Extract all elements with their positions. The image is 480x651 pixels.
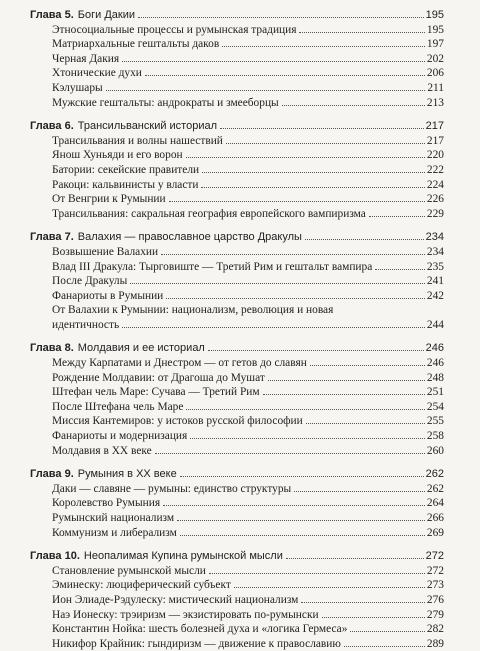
chapter-title: Трансильванский историал [77, 120, 218, 133]
toc-entry[interactable] [30, 192, 444, 207]
toc-entry[interactable] [30, 608, 444, 623]
entry-page-number: 269 [426, 526, 444, 539]
entry-page-number: 224 [426, 178, 444, 191]
dot-leader [145, 75, 425, 76]
chapter-label: Глава 6. [30, 120, 74, 133]
entry-page-number: 211 [427, 81, 444, 94]
entry-page-number: 235 [426, 260, 444, 273]
toc-entry[interactable] [30, 37, 444, 52]
entry-page-number: 197 [426, 38, 444, 51]
entry-title: Черная Дакия [52, 52, 120, 65]
chapter-section [30, 230, 444, 332]
entry-page-number: 217 [426, 134, 444, 147]
toc-entry[interactable] [30, 482, 444, 497]
chapter-title: Валахия — православное царство Дракулы [77, 231, 302, 244]
entry-title: Кэлушары [52, 81, 103, 94]
dot-leader [209, 573, 425, 574]
entry-title: Ион Элиаде-Рэдулеску: мистический национализм [52, 593, 299, 606]
toc-entry[interactable] [30, 245, 444, 260]
toc-entry[interactable] [30, 96, 444, 111]
dot-leader [350, 631, 425, 632]
entry-page-number: 242 [426, 289, 444, 302]
toc-entry[interactable] [30, 163, 444, 178]
entry-title: Матриархальные гештальты даков [52, 38, 220, 51]
dot-leader [166, 298, 425, 299]
entry-title: Миссия Кантемиров: у истоков русской философии [52, 415, 303, 428]
dot-leader [222, 46, 425, 47]
dot-leader [106, 90, 426, 91]
entry-page-number: 254 [426, 400, 444, 413]
entry-title: Фанариоты в Румынии [52, 289, 164, 302]
entry-page-number: 220 [426, 149, 444, 162]
entry-title: Рождение Молдавии: от Драгоша до Мушат [52, 371, 265, 384]
toc-entry[interactable] [30, 274, 444, 289]
entry-title: Мужские гештальты: андрократы и змееборцы [52, 96, 279, 109]
chapter-page-number: 234 [425, 231, 444, 244]
entry-title: Становление румынской мысли [52, 564, 206, 577]
dot-leader [306, 423, 425, 424]
toc-entry[interactable] [30, 429, 444, 444]
entry-title: Фанариоты и модернизация [52, 430, 188, 443]
chapter-heading[interactable] [30, 230, 444, 245]
entry-title: Ракоци: кальвинисты у власти [52, 178, 199, 191]
entry-title: После Штефана чель Маре [52, 400, 184, 413]
toc-entry[interactable] [30, 148, 444, 163]
entry-title: Батории: секейские правители [52, 163, 200, 176]
chapter-heading[interactable] [30, 119, 444, 134]
dot-leader [268, 380, 425, 381]
toc-entry[interactable] [30, 289, 444, 304]
chapter-title: Неопалимая Купина румынской мысли [83, 550, 283, 563]
dot-leader [161, 254, 425, 255]
chapter-title: Румыния в XX веке [77, 468, 177, 481]
toc-entry[interactable] [30, 414, 444, 429]
dot-leader [322, 617, 425, 618]
entry-page-number: 241 [426, 275, 444, 288]
dot-leader [301, 602, 425, 603]
entry-title: Молдавия в XX веке [52, 444, 152, 457]
dot-leader [180, 535, 425, 536]
entry-title: Наэ Ионеску: трэиризм — экзистировать по-румынски [52, 608, 319, 621]
toc-entry-first-line[interactable]: От Валахии к Румынии: национализм, революция и новая [52, 304, 334, 317]
dot-leader [286, 558, 424, 559]
chapter-page-number: 262 [425, 468, 444, 481]
dot-leader [163, 505, 425, 506]
toc-entry[interactable] [30, 134, 444, 149]
entry-page-number: 202 [426, 52, 444, 65]
entry-page-number: 260 [426, 444, 444, 457]
entry-page-number: 289 [426, 637, 444, 650]
entry-page-number: 264 [426, 497, 444, 510]
entry-title: Хтонические духи [52, 67, 142, 80]
entry-title: После Дракулы [52, 275, 128, 288]
dot-leader [369, 216, 425, 217]
entry-title: Этносоциальные процессы и румынская традиция [52, 23, 297, 36]
dot-leader [226, 143, 425, 144]
toc-entry[interactable] [30, 81, 444, 96]
entry-title: Никифор Крайник: гындиризм — движение к православию [52, 637, 341, 650]
dot-leader [294, 491, 425, 492]
entry-page-number: 258 [426, 430, 444, 443]
entry-page-number: 248 [426, 371, 444, 384]
chapter-heading[interactable] [30, 549, 444, 564]
dot-leader [234, 587, 425, 588]
toc-entry[interactable] [30, 511, 444, 526]
entry-page-number: 195 [426, 23, 444, 36]
entry-title: Между Карпатами и Днестром — от гетов до славян [52, 357, 307, 370]
chapter-label: Глава 10. [30, 550, 80, 563]
toc-entry[interactable] [30, 496, 444, 511]
dot-leader [208, 350, 424, 351]
toc-entry[interactable] [30, 260, 444, 275]
entry-page-number: 213 [426, 96, 444, 109]
dot-leader [305, 239, 424, 240]
dot-leader [180, 476, 424, 477]
dot-leader [375, 269, 425, 270]
chapter-section [30, 467, 444, 540]
chapter-page-number: 246 [425, 342, 444, 355]
toc-entry[interactable] [30, 178, 444, 193]
toc-entry[interactable] [30, 526, 444, 541]
entry-page-number: 251 [426, 386, 444, 399]
chapter-section [30, 549, 444, 651]
dot-leader [282, 105, 425, 106]
chapter-label: Глава 9. [30, 468, 74, 481]
toc-entry[interactable] [30, 400, 444, 415]
chapter-label: Глава 7. [30, 231, 74, 244]
dot-leader [220, 128, 424, 129]
entry-title: Коммунизм и либерализм [52, 526, 177, 539]
chapter-label: Глава 5. [30, 9, 74, 21]
dot-leader [310, 365, 425, 366]
chapter-heading[interactable] [30, 341, 444, 356]
entry-page-number: 279 [426, 608, 444, 621]
entry-page-number: 276 [426, 593, 444, 606]
chapter-page-number: 217 [425, 120, 444, 133]
dot-leader [155, 453, 425, 454]
chapter-title: Молдавия и ее историал [77, 342, 205, 355]
entry-page-number: 266 [426, 512, 444, 524]
chapter-label: Глава 8. [30, 342, 74, 355]
entry-page-number: 206 [426, 67, 444, 80]
entry-title: Эминеску: люциферический субъект [52, 579, 231, 592]
entry-page-number: 246 [426, 357, 444, 370]
toc-entry[interactable] [30, 207, 444, 222]
chapter-section [30, 119, 444, 221]
toc-entry[interactable] [30, 385, 444, 400]
dot-leader [202, 172, 425, 173]
dot-leader [122, 327, 425, 328]
entry-title: Даки — славяне — румыны: единство структуры [52, 482, 292, 495]
entry-title: Трансильвания: сакральная география европейского вампиризма [52, 207, 366, 220]
entry-page-number: 229 [426, 207, 444, 220]
toc-entry[interactable] [30, 371, 444, 386]
dot-leader [201, 187, 424, 188]
entry-title: Румынский национализм [52, 512, 175, 524]
toc-entry[interactable] [30, 593, 444, 608]
entry-page-number: 244 [426, 318, 444, 331]
toc-entry[interactable] [30, 444, 444, 459]
toc-entry[interactable] [30, 578, 444, 593]
entry-page-number: 226 [426, 193, 444, 206]
entry-title: Королевство Румыния [52, 497, 161, 510]
chapter-page-number: 272 [425, 550, 444, 563]
dot-leader [344, 646, 425, 647]
dot-leader [177, 520, 425, 521]
entry-title: Трансильвания и волны нашествий [52, 134, 223, 147]
entry-title: Штефан чель Маре: Сучава — Третий Рим [52, 386, 260, 399]
entry-page-number: 234 [426, 245, 444, 258]
entry-title: Влад III Дракула: Тырговиште — Третий Рим и гештальт вампира [52, 260, 373, 273]
chapter-section [30, 8, 444, 110]
entry-page-number: 282 [426, 623, 444, 636]
toc-entry[interactable] [30, 356, 444, 371]
dot-leader [122, 61, 425, 62]
toc-entry[interactable] [30, 23, 444, 38]
entry-page-number: 255 [426, 415, 444, 428]
dot-leader [186, 409, 425, 410]
dot-leader [169, 201, 425, 202]
chapter-page-number: 195 [425, 9, 444, 21]
entry-page-number: 272 [426, 564, 444, 577]
dot-leader [186, 157, 425, 158]
toc-entry[interactable] [30, 564, 444, 579]
dot-leader [263, 394, 425, 395]
entry-page-number: 273 [426, 579, 444, 592]
toc-entry[interactable] [30, 52, 444, 67]
dot-leader [130, 283, 425, 284]
toc-entry[interactable] [30, 637, 444, 651]
toc-entry[interactable] [30, 318, 444, 333]
chapter-heading[interactable] [30, 467, 444, 482]
toc-entry[interactable] [30, 66, 444, 81]
dot-leader [138, 17, 424, 18]
entry-title: От Венгрии к Румынии [52, 193, 166, 206]
chapter-section [30, 341, 444, 458]
dot-leader [190, 438, 425, 439]
entry-title: Янош Хуньяди и его ворон [52, 149, 183, 162]
entry-title: Константин Нойка: шесть болезней духа и «логика Гермеса» [52, 623, 348, 636]
entry-title: идентичность [52, 318, 120, 331]
chapter-title: Боги Дакии [77, 9, 135, 21]
entry-title: Возвышение Валахии [52, 245, 159, 258]
chapter-heading[interactable] [30, 8, 444, 23]
dot-leader [299, 32, 424, 33]
entry-page-number: 262 [426, 482, 444, 495]
entry-page-number: 222 [426, 163, 444, 176]
toc-entry[interactable] [30, 622, 444, 637]
